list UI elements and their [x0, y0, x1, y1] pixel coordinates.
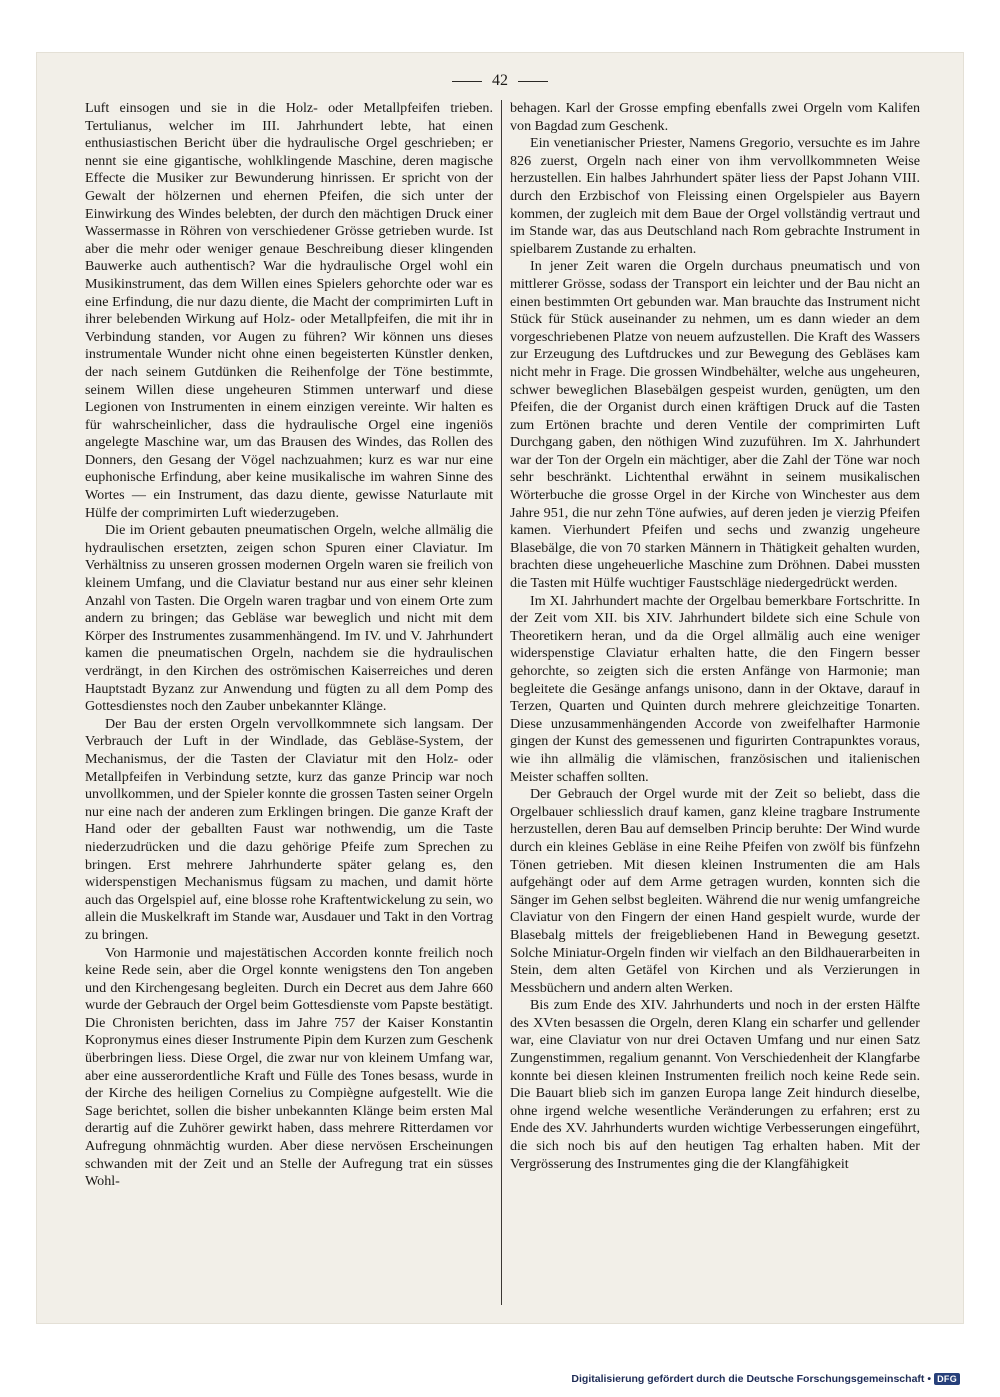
right-paragraph-5: Der Gebrauch der Orgel wurde mit der Zeit so beliebt, dass die Orgelbauer schliesslich drauf kamen, ganz kleine tragbare Instrumente herzustellen, deren Bau auf demselben Princip beruhte: Der Wind wurde durch ein kleines Gebläse in eine Reihe Pfeifen von zwölf bis fünfzehn Tönen getrieben. Mit diesen kleinen Instrumenten die am Hals aufgehängt oder auf dem Arme getragen wurden, konnten sich die Sänger im Gehen selbst begleiten. Während die nur wenig umfangreiche Claviatur von den Fingern der einen Hand gespielt wurde, wurde der Blasebalg mittels der freigebliebenen Hand in Bewegung gesetzt. Solche Miniatur-Orgeln finden wir vielfach an den Bildhauerarbeiten in Stein, dem alten Getäfel von Kirchen und als Verzierungen in Messbüchern und andern alten Werken. [510, 786, 920, 996]
right-paragraph-4: Im XI. Jahrhundert machte der Orgelbau bemerkbare Fortschritte. In der Zeit vom XII. bis XIV. Jahrhundert bildete sich eine Schule von Theoretikern heran, und da die Orgel allmälig auch eine weniger widerspenstige Claviatur erhalten hatte, die den Fingern besser gehorchte, so zeigten sich die ersten Anfänge von Harmonie; man begleitete die Gesänge anfangs unisono, dann in der Oktave, darauf in Terzen, Quarten und Quinten durch mehrere gleichzeitige Tonarten. Diese unzusammenhängenden Accorde von zweifelhafter Harmonie gingen der Kunst des gemessenen und figurirten Contrapunktes voraus, wie ihn allmälig die vlämischen, französischen und italienischen Meister schaffen sollten. [510, 592, 920, 785]
footer-separator: • [927, 1373, 932, 1385]
page-number-value: 42 [492, 72, 508, 89]
left-paragraph-4: Von Harmonie und majestätischen Accorden konnte freilich noch keine Rede sein, aber die Orgel konnte wenigstens den Ton angeben und den Kirchengesang begleiten. Durch ein Decret aus dem Jahre 660 wurde der Gebrauch der Orgel beim Gottesdienste vom Papste bestätigt. Die Chronisten berichten, dass im Jahre 757 der Kaiser Konstantin Kopronymus eines dieser Instrumente Pipin dem Kurzen zum Geschenk überbringen liess. Diese Orgel, die zwar nur von kleinem Umfang war, aber eine ausserordentliche Kraft und Fülle des Tones besass, wurde in der Kirche des heiligen Cornelius zu Compiègne aufgestellt. Wie die Sage berichtet, sollen die bisher unbekannten Klänge beim ersten Mal derartig auf die Zuhörer gewirkt haben, dass mehrere Ritterdamen vor Aufregung ohnmächtig wurden. Aber diese nervösen Erscheinungen schwanden mit der Zeit und an Stelle der Aufregung trat ein süsses Wohl- [85, 944, 493, 1190]
page-number [0, 72, 1000, 90]
column-divider [501, 100, 502, 1305]
right-paragraph-6: Bis zum Ende des XIV. Jahrhunderts und noch in der ersten Hälfte des XVten besassen die Orgeln, deren Klang ein scharfer und gellender war, eine Claviatur von nur drei Octaven Umfang und nur einen Satz Zungenstimmen, regalium genannt. Von Verschiedenheit der Klangfarbe konnte bei diesen kleinen Instrumenten freilich noch keine Rede sein. Die Bauart blieb sich im ganzen Europa lange Zeit hindurch dieselbe, ohne irgend welche wesentliche Veränderungen zu erfahren; erst zu Ende des XV. Jahrhunderts wurden wichtige Verbesserungen eingeführt, die sich noch bis auf den heutigen Tag erhalten haben. Mit der Vergrösserung des Instrumentes ging die der Klangfähigkeit [510, 997, 920, 1172]
left-paragraph-2: Die im Orient gebauten pneumatischen Orgeln, welche allmälig die hydraulischen ersetzten, zeigen schon Spuren einer Claviatur. Im Verhältniss zu unseren grossen modernen Orgeln waren sie freilich von kleinem Umfang, und die Claviatur bestand nur aus einer sehr kleinen Anzahl von Tasten. Die Orgeln waren tragbar und von einem Orte zum andern zu bringen; das Gebläse war beweglich und nicht mit dem Körper des Instrumentes zusammenhängend. Im IV. und V. Jahrhundert kamen die pneumatischen Orgeln, nachdem sie die hydraulischen verdrängt, in den Kirchen des oströmischen Kaiserreiches und deren Hauptstadt Byzanz zur Anwendung und fügten zu all dem Pomp des Gottesdienstes noch den Zauber unbekannter Klänge. [85, 522, 493, 715]
footer-credit-text: Digitalisierung gefördert durch die Deutsche Forschungsgemeinschaft [571, 1373, 925, 1385]
footer-credit [571, 1373, 960, 1385]
page-number-dash-right [518, 81, 548, 82]
right-paragraph-2: Ein venetianischer Priester, Namens Gregorio, versuchte es im Jahre 826 zuerst, Orgeln nach einer von ihm vervollkommneten Weise herzustellen. Ein halbes Jahrhundert später liess der Papst Johann VIII. durch den Erzbischof von Fleissing einen Orgelspieler aus Bayern kommen, der zugleich mit dem Baue der Orgel vollständig vertraut und im Stande war, das aus Deutschland nach Rom gebrachte Instrument in spielbarem Zustande zu erhalten. [510, 135, 920, 257]
dfg-logo-icon: DFG [934, 1373, 960, 1385]
page-number-dash-left [452, 81, 482, 82]
left-paragraph-3: Der Bau der ersten Orgeln vervollkommnete sich langsam. Der Verbrauch der Luft in der Windlade, das Gebläse-System, der Mechanismus, der die Tasten der Claviatur mit den Holz- oder Metallpfeifen in Verbindung setzte, kurz das ganze Princip war noch unvollkommen, und der Spieler konnte die grossen Tasten seiner Orgeln nur eine nach der anderen zum Erklingen bringen. Die ganze Kraft der Hand oder der geballten Faust war nothwendig, um die Taste niederzudrücken und die dazu gehörige Pfeife zum Sprechen zu bringen. Erst mehrere Jahrhunderte später gelang es, den widerspenstigen Mechanismus fügsam zu machen, und damit hörte auch das Orgelspiel auf, eine blosse rohe Kraftentwickelung zu sein, wo allein die Muskelkraft im Stande war, Ausdauer und Takt in den Vortrag zu bringen. [85, 715, 493, 943]
right-paragraph-1: behagen. Karl der Grosse empfing ebenfalls zwei Orgeln vom Kalifen von Bagdad zum Geschenk. [510, 100, 920, 134]
left-column [85, 100, 493, 1300]
left-paragraph-1: Luft einsogen und sie in die Holz- oder Metallpfeifen trieben. Tertulianus, welcher im III. Jahrhundert lebte, hat einen enthusiastischen Bericht über die hydraulische Orgel geschrieben; er nennt sie eine gigantische, wohlklingende Maschine, deren magische Effecte die Musiker zur Bewunderung hinrissen. Er spricht von der Gewalt der hölzernen und ehernen Pfeifen, die sich unter der Einwirkung des Windes belebten, der durch den mächtigen Druck einer Wassermasse in Röhren von verschiedener Grösse getrieben wurde. Ist aber die mehr oder weniger genaue Beschreibung dieser klingenden Bauwerke auch authentisch? War die hydraulische Orgel wohl ein Musikinstrument, das dem Willen eines Spielers gehorchte oder war es eine Erfindung, die nur dazu diente, die Macht der comprimirten Luft in ihrer belebenden Wirkung auf Holz- oder Metallpfeifen, die mit ihr in Verbindung standen, vor Augen zu führen? Wir können uns dieses instrumentale Wunder nicht ohne einen begeisterten Künstler denken, der nach seinem Gutdünken die Reihenfolge der Töne bestimmte, seinem Willen diese ungeheuren Stimmen unterwarf und diese Legionen von Instrumenten in einem einzigen vereinte. Wir halten es für wahrscheinlicher, dass die hydraulische Orgel eine ingeniös angelegte Maschine war, um das Brausen des Windes, das Rollen des Donners, den Gesang der Vögel nachzuahmen; kurz es war nur eine euphonische Erfindung, aber keine musikalische im wahren Sinne des Wortes — ein Instrument, das dazu diente, gewisse Naturlaute mit Hülfe der comprimirten Luft wiederzugeben. [85, 100, 493, 521]
right-column [510, 100, 920, 1300]
right-paragraph-3: In jener Zeit waren die Orgeln durchaus pneumatisch und von mittlerer Grösse, sodass der Transport ein leichter und der Bau nicht an einen bestimmten Ort gebunden war. Man brauchte das Instrument nicht Stück für Stück auseinander zu nehmen, um es dann wieder an dem vorgeschriebenen Platze von neuem aufzustellen. Die Kraft des Wassers zur Erzeugung des Luftdruckes und zur Bewegung des Gebläses kam nicht mehr in Frage. Die grossen Windbehälter, welche aus ungeheuren, schwer beweglichen Blasebälgen gespeist wurden, genügten, um den Pfeifen, die der Organist durch einen kräftigen Druck auf die Tasten zum Ertönen brachte und deren Ventile der comprimirten Luft Durchgang gaben, den nöthigen Wind zuzuführen. Im X. Jahrhundert war der Ton der Orgeln ein mächtiger, aber die Zahl der Töne war noch sehr beschränkt. Lichtenthal erwähnt in seinem musikalischen Wörterbuche die grosse Orgel in der Kirche von Winchester aus dem Jahre 951, die nur zehn Töne aufwies, auf deren jeden je vierzig Pfeifen kamen. Vierhundert Pfeifen und sechs und zwanzig ungeheure Blasebälge, die von 70 starken Männern in Thätigkeit gehalten wurden, brachten diese ungeheuerliche Maschine zum Dröhnen. Dabei mussten die Tasten mit Hülfe wuchtiger Faustschläge niedergedrückt werden. [510, 258, 920, 592]
